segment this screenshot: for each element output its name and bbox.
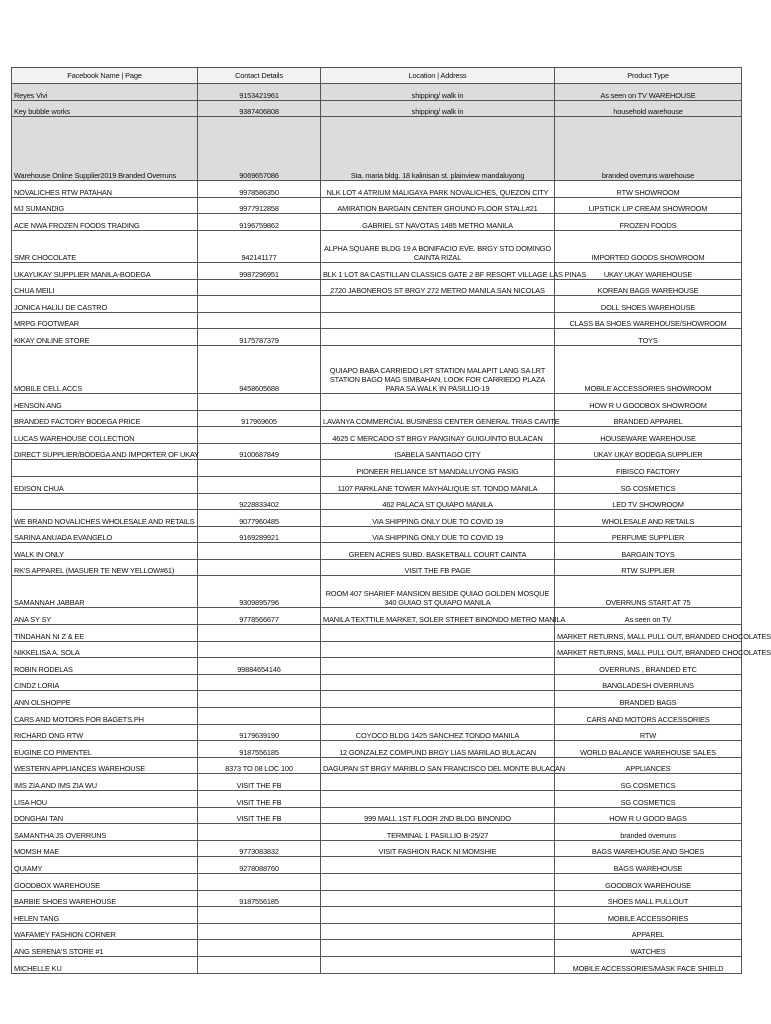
cell-contact-details: 9179639190: [198, 724, 321, 741]
table-row: [12, 100, 742, 117]
cell-product-type: PERFUME SUPPLIER: [555, 526, 742, 543]
cell-facebook-name: NOVALICHES RTW PATAHAN: [12, 181, 198, 198]
cell-contact-details: [198, 940, 321, 957]
table-row: [12, 493, 742, 510]
cell-contact-details: VISIT THE FB: [198, 807, 321, 824]
cell-contact-details: [198, 956, 321, 973]
cell-facebook-name: WESTERN APPLIANCES WAREHOUSE: [12, 757, 198, 774]
cell-product-type: RTW: [555, 724, 742, 741]
cell-facebook-name: SMR CHOCOLATE: [12, 230, 198, 262]
cell-product-type: OVERRUNS START AT 75: [555, 576, 742, 608]
table-row: [12, 197, 742, 214]
cell-facebook-name: Key bubble works: [12, 100, 198, 117]
cell-location-address: MANILA TEXTTILE MARKET, SOLER STREET BINONDO METRO MANILA: [321, 608, 555, 625]
cell-facebook-name: EUGINE CO PIMENTEL: [12, 741, 198, 758]
cell-location-address: NLK LOT 4 ATRIUM MALIGAYA PARK NOVALICHES, QUEZON CITY: [321, 181, 555, 198]
cell-location-address: VIA SHIPPING ONLY DUE TO COVID 19: [321, 526, 555, 543]
cell-location-address: 999 MALL 1ST FLOOR 2ND BLDG BINONDO: [321, 807, 555, 824]
cell-location-address: Sta. maria bldg. 18 kalinisan st. plainview mandaluyong: [321, 117, 555, 181]
cell-product-type: BANGLADESH OVERRUNS: [555, 674, 742, 691]
table-row: [12, 526, 742, 543]
table-row: [12, 510, 742, 527]
table-row: [12, 890, 742, 907]
cell-facebook-name: SARINA ANUADA EVANGELO: [12, 526, 198, 543]
cell-facebook-name: RK'S APPAREL (MASUER TE NEW YELLOW#61): [12, 559, 198, 576]
cell-contact-details: [198, 708, 321, 725]
cell-location-address: LAVANYA COMMERCIAL BUSINESS CENTER GENERAL TRIAS CAVITE: [321, 410, 555, 427]
cell-location-address: [321, 873, 555, 890]
cell-location-address: BLK 1 LOT 8A CASTILLAN CLASSICS GATE 2 BF RESORT VILLAGE LAS PINAS: [321, 262, 555, 279]
table-row: [12, 393, 742, 410]
cell-location-address: COYOCO BLDG 1425 SANCHEZ TONDO MANILA: [321, 724, 555, 741]
cell-product-type: GOODBOX WAREHOUSE: [555, 873, 742, 890]
cell-location-address: [321, 674, 555, 691]
cell-contact-details: [198, 312, 321, 329]
cell-facebook-name: KIKAY ONLINE STORE: [12, 329, 198, 346]
cell-product-type: TOYS: [555, 329, 742, 346]
cell-location-address: ISABELA SANTIAGO CITY: [321, 443, 555, 460]
cell-contact-details: 9153421961: [198, 84, 321, 101]
cell-contact-details: 9278088760: [198, 857, 321, 874]
cell-location-address: [321, 923, 555, 940]
cell-product-type: SHOES MALL PULLOUT: [555, 890, 742, 907]
cell-location-address: GREEN ACRES SUBD. BASKETBALL COURT CAINTA: [321, 543, 555, 560]
cell-facebook-name: [12, 493, 198, 510]
cell-facebook-name: CINDZ LORIA: [12, 674, 198, 691]
table-body: [12, 84, 771, 974]
header-row: [12, 68, 742, 84]
table-row: [12, 543, 742, 560]
supplier-table: [11, 67, 771, 974]
table-row: [12, 312, 742, 329]
cell-product-type: IMPORTED GOODS SHOWROOM: [555, 230, 742, 262]
cell-facebook-name: TINDAHAN NI Z & EE: [12, 625, 198, 642]
cell-product-type: DOLL SHOES WAREHOUSE: [555, 296, 742, 313]
table-row: [12, 774, 742, 791]
cell-facebook-name: ANG SERENA'S STORE #1: [12, 940, 198, 957]
cell-contact-details: 9978586350: [198, 181, 321, 198]
cell-facebook-name: Warehouse Online Supplier2019 Branded Overruns: [12, 117, 198, 181]
cell-product-type: LED TV SHOWROOM: [555, 493, 742, 510]
cell-contact-details: 9773083832: [198, 840, 321, 857]
cell-location-address: [321, 296, 555, 313]
cell-contact-details: 9100687849: [198, 443, 321, 460]
cell-contact-details: 9169289921: [198, 526, 321, 543]
cell-product-type: CARS AND MOTORS ACCESSORIES: [555, 708, 742, 725]
table-row: [12, 807, 742, 824]
table-row: [12, 476, 742, 493]
cell-facebook-name: UKAYUKAY SUPPLIER MANILA-BODEGA: [12, 262, 198, 279]
cell-product-type: HOW R U GOOD BAGS: [555, 807, 742, 824]
cell-facebook-name: QUIAMY: [12, 857, 198, 874]
cell-product-type: CLASS BA SHOES WAREHOUSE/SHOWROOM: [555, 312, 742, 329]
cell-facebook-name: JONICA HALILI DE CASTRO: [12, 296, 198, 313]
cell-product-type: As seen on TV: [555, 608, 742, 625]
cell-contact-details: 9187556185: [198, 890, 321, 907]
table-row: [12, 658, 742, 675]
cell-facebook-name: WAFAMEY FASHION CORNER: [12, 923, 198, 940]
cell-location-address: shipping/ walk in: [321, 84, 555, 101]
cell-facebook-name: [12, 460, 198, 477]
cell-product-type: BAGS WAREHOUSE AND SHOES: [555, 840, 742, 857]
cell-product-type: As seen on TV WAREHOUSE: [555, 84, 742, 101]
header-contact-details: Contact Details: [198, 68, 321, 84]
cell-location-address: [321, 907, 555, 924]
cell-product-type: UKAY UKAY WAREHOUSE: [555, 262, 742, 279]
cell-contact-details: 9228833402: [198, 493, 321, 510]
cell-contact-details: 917969605: [198, 410, 321, 427]
table-row: [12, 279, 742, 296]
table-row: [12, 923, 742, 940]
cell-product-type: MOBILE ACCESSORIES SHOWROOM: [555, 345, 742, 393]
header-facebook-name: Facebook Name | Page: [12, 68, 198, 84]
cell-facebook-name: WE BRAND NOVALICHES WHOLESALE AND RETAILS: [12, 510, 198, 527]
cell-product-type: BRANDED BAGS: [555, 691, 742, 708]
cell-location-address: [321, 890, 555, 907]
table-row: [12, 791, 742, 808]
cell-facebook-name: SAMANTHA JS OVERRUNS: [12, 824, 198, 841]
table-row: [12, 329, 742, 346]
cell-location-address: [321, 691, 555, 708]
cell-product-type: MARKET RETURNS, MALL PULL OUT, BRANDED CHOCOLATES: [555, 641, 742, 658]
cell-facebook-name: ANN OLSHOPPE: [12, 691, 198, 708]
cell-location-address: [321, 329, 555, 346]
cell-product-type: HOUSEWARE WAREHOUSE: [555, 427, 742, 444]
cell-facebook-name: DONGHAI TAN: [12, 807, 198, 824]
cell-facebook-name: BARBIE SHOES WAREHOUSE: [12, 890, 198, 907]
table-row: [12, 460, 742, 477]
table-row: [12, 857, 742, 874]
cell-contact-details: 9187556185: [198, 741, 321, 758]
table-row: [12, 262, 742, 279]
cell-product-type: household warehouse: [555, 100, 742, 117]
cell-facebook-name: SAMANNAH JABBAR: [12, 576, 198, 608]
cell-contact-details: [198, 824, 321, 841]
cell-product-type: branded overruns: [555, 824, 742, 841]
cell-facebook-name: ROBIN RODELAS: [12, 658, 198, 675]
cell-location-address: PIONEER RELIANCE ST MANDALUYONG PASIG: [321, 460, 555, 477]
cell-contact-details: [198, 393, 321, 410]
cell-contact-details: [198, 296, 321, 313]
cell-facebook-name: MICHELLE KU: [12, 956, 198, 973]
table-row: [12, 625, 742, 642]
cell-product-type: RTW SUPPLIER: [555, 559, 742, 576]
cell-location-address: [321, 658, 555, 675]
cell-contact-details: [198, 476, 321, 493]
table-row: [12, 345, 742, 393]
table-row: [12, 873, 742, 890]
table-row: [12, 214, 742, 231]
cell-location-address: VISIT FASHION RACK NI MOMSHIE: [321, 840, 555, 857]
cell-facebook-name: RICHARD ONG RTW: [12, 724, 198, 741]
cell-product-type: WORLD BALANCE WAREHOUSE SALES: [555, 741, 742, 758]
cell-product-type: branded overruns warehouse: [555, 117, 742, 181]
cell-facebook-name: WALK IN ONLY: [12, 543, 198, 560]
cell-facebook-name: MRPG FOOTWEAR: [12, 312, 198, 329]
cell-product-type: SG COSMETICS: [555, 476, 742, 493]
cell-product-type: BARGAIN TOYS: [555, 543, 742, 560]
cell-product-type: WATCHES: [555, 940, 742, 957]
cell-contact-details: 9196759862: [198, 214, 321, 231]
cell-location-address: 1107 PARKLANE TOWER MAYHALIQUE ST. TONDO MANILA: [321, 476, 555, 493]
cell-location-address: ALPHA SQUARE BLDG 19 A BONIFACIO EVE. BRGY STO DOMINGO CAINTA RIZAL: [321, 230, 555, 262]
cell-facebook-name: IMS ZIA AND IMS ZIA WU: [12, 774, 198, 791]
cell-facebook-name: NIKKELISA A. SOLA: [12, 641, 198, 658]
cell-contact-details: 9987296951: [198, 262, 321, 279]
cell-facebook-name: CHUA MEILI: [12, 279, 198, 296]
cell-location-address: GABRIEL ST NAVOTAS 1485 METRO MANILA: [321, 214, 555, 231]
table-row: [12, 840, 742, 857]
header-product-type: Product Type: [555, 68, 742, 84]
cell-contact-details: [198, 691, 321, 708]
cell-contact-details: 9309895796: [198, 576, 321, 608]
cell-location-address: [321, 641, 555, 658]
cell-location-address: [321, 857, 555, 874]
cell-product-type: UKAY UKAY BODEGA SUPPLIER: [555, 443, 742, 460]
cell-facebook-name: MOBILE CELL ACCS: [12, 345, 198, 393]
table-row: [12, 117, 742, 181]
cell-contact-details: 9387406808: [198, 100, 321, 117]
cell-contact-details: 9069657086: [198, 117, 321, 181]
cell-location-address: 12 GONZALEZ COMPUND BRGY LIAS MARILAO BULACAN: [321, 741, 555, 758]
cell-location-address: DAGUPAN ST BRGY MARIBLO SAN FRANCISCO DEL MONTE BULACAN: [321, 757, 555, 774]
cell-location-address: [321, 956, 555, 973]
cell-product-type: LIPSTICK LIP CREAM SHOWROOM: [555, 197, 742, 214]
table-row: [12, 674, 742, 691]
cell-product-type: MOBILE ACCESSORIES: [555, 907, 742, 924]
cell-location-address: [321, 625, 555, 642]
cell-product-type: HOW R U GOODBOX SHOWROOM: [555, 393, 742, 410]
table-row: [12, 181, 742, 198]
cell-location-address: VISIT THE FB PAGE: [321, 559, 555, 576]
cell-contact-details: [198, 923, 321, 940]
cell-product-type: SG COSMETICS: [555, 774, 742, 791]
cell-facebook-name: CARS AND MOTORS FOR BAGETS.PH: [12, 708, 198, 725]
cell-contact-details: 9778566677: [198, 608, 321, 625]
cell-facebook-name: LUCAS WAREHOUSE COLLECTION: [12, 427, 198, 444]
table-row: [12, 427, 742, 444]
table-row: [12, 824, 742, 841]
cell-contact-details: [198, 427, 321, 444]
cell-location-address: 4625 C MERCADO ST BRGY PANGINAY GUIGUINTO BULACAN: [321, 427, 555, 444]
header-location-address: Location | Address: [321, 68, 555, 84]
cell-facebook-name: ACE NWA FROZEN FOODS TRADING: [12, 214, 198, 231]
cell-facebook-name: HELEN TANG: [12, 907, 198, 924]
table-row: [12, 608, 742, 625]
cell-product-type: MARKET RETURNS, MALL PULL OUT, BRANDED CHOCOLATES: [555, 625, 742, 642]
cell-contact-details: VISIT THE FB: [198, 774, 321, 791]
table-row: [12, 84, 742, 101]
table-row: [12, 757, 742, 774]
cell-contact-details: 942141177: [198, 230, 321, 262]
cell-location-address: 2720 JABONEROS ST BRGY 272 METRO MANILA SAN NICOLAS: [321, 279, 555, 296]
cell-contact-details: [198, 873, 321, 890]
cell-contact-details: [198, 559, 321, 576]
cell-facebook-name: MJ SUMANDIG: [12, 197, 198, 214]
cell-contact-details: [198, 625, 321, 642]
cell-product-type: FROZEN FOODS: [555, 214, 742, 231]
cell-location-address: TERMINAL 1 PASILLIO B-25/27: [321, 824, 555, 841]
cell-contact-details: [198, 907, 321, 924]
cell-location-address: VIA SHIPPING ONLY DUE TO COVID 19: [321, 510, 555, 527]
cell-contact-details: [198, 543, 321, 560]
cell-location-address: [321, 774, 555, 791]
cell-facebook-name: GOODBOX WAREHOUSE: [12, 873, 198, 890]
cell-location-address: shipping/ walk in: [321, 100, 555, 117]
cell-product-type: SG COSMETICS: [555, 791, 742, 808]
cell-product-type: WHOLESALE AND RETAILS: [555, 510, 742, 527]
cell-contact-details: 9458605688: [198, 345, 321, 393]
cell-facebook-name: DIRECT SUPPLIER/BODEGA AND IMPORTER OF UKAY: [12, 443, 198, 460]
cell-contact-details: VISIT THE FB: [198, 791, 321, 808]
table-row: [12, 741, 742, 758]
cell-location-address: 462 PALACA ST QUIAPO MANILA: [321, 493, 555, 510]
cell-location-address: QUIAPO BABA CARRIEDO LRT STATION MALAPIT LANG SA LRT STATION BAGO MAG SIMBAHAN, LOOK FOR CARRIEDO PLAZA PARA SA WALK IN PASILLIO-19: [321, 345, 555, 393]
table-row: [12, 691, 742, 708]
cell-contact-details: 9977912858: [198, 197, 321, 214]
table-row: [12, 559, 742, 576]
cell-location-address: [321, 791, 555, 808]
table-row: [12, 907, 742, 924]
table-row: [12, 296, 742, 313]
cell-facebook-name: ANA SY SY: [12, 608, 198, 625]
cell-contact-details: 99884654146: [198, 658, 321, 675]
table-row: [12, 956, 742, 973]
table-row: [12, 724, 742, 741]
cell-contact-details: [198, 279, 321, 296]
cell-facebook-name: LISA HOU: [12, 791, 198, 808]
cell-facebook-name: HENSON ANG: [12, 393, 198, 410]
cell-product-type: MOBILE ACCESSORIES/MASK FACE SHIELD: [555, 956, 742, 973]
table-row: [12, 940, 742, 957]
cell-product-type: BAGS WAREHOUSE: [555, 857, 742, 874]
cell-facebook-name: BRANDED FACTORY BODEGA PRICE: [12, 410, 198, 427]
table-row: [12, 576, 742, 608]
cell-contact-details: 9077960485: [198, 510, 321, 527]
cell-contact-details: [198, 674, 321, 691]
cell-product-type: FIBISCO FACTORY: [555, 460, 742, 477]
cell-contact-details: 9175787379: [198, 329, 321, 346]
cell-contact-details: 8373 TO 08 LOC 100: [198, 757, 321, 774]
cell-location-address: [321, 708, 555, 725]
cell-location-address: [321, 393, 555, 410]
table-row: [12, 443, 742, 460]
cell-location-address: [321, 312, 555, 329]
table-row: [12, 708, 742, 725]
cell-product-type: APPLIANCES: [555, 757, 742, 774]
cell-product-type: APPAREL: [555, 923, 742, 940]
cell-location-address: ROOM 407 SHARIEF MANSION BESIDE QUIAO GOLDEN MOSQUE 340 GUIAO ST QUIAPO MANILA: [321, 576, 555, 608]
table-row: [12, 230, 742, 262]
cell-facebook-name: EDISON CHUA: [12, 476, 198, 493]
table-row: [12, 641, 742, 658]
table-row: [12, 410, 742, 427]
cell-product-type: BRANDED APPAREL: [555, 410, 742, 427]
cell-location-address: AMIRATION BARGAIN CENTER GROUND FLOOR STALL#21: [321, 197, 555, 214]
cell-contact-details: [198, 460, 321, 477]
cell-contact-details: [198, 641, 321, 658]
cell-product-type: KOREAN BAGS WAREHOUSE: [555, 279, 742, 296]
cell-facebook-name: MOMSH MAE: [12, 840, 198, 857]
cell-product-type: RTW SHOWROOM: [555, 181, 742, 198]
cell-location-address: [321, 940, 555, 957]
cell-product-type: OVERRUNS , BRANDED ETC: [555, 658, 742, 675]
cell-facebook-name: Reyes Vivi: [12, 84, 198, 101]
